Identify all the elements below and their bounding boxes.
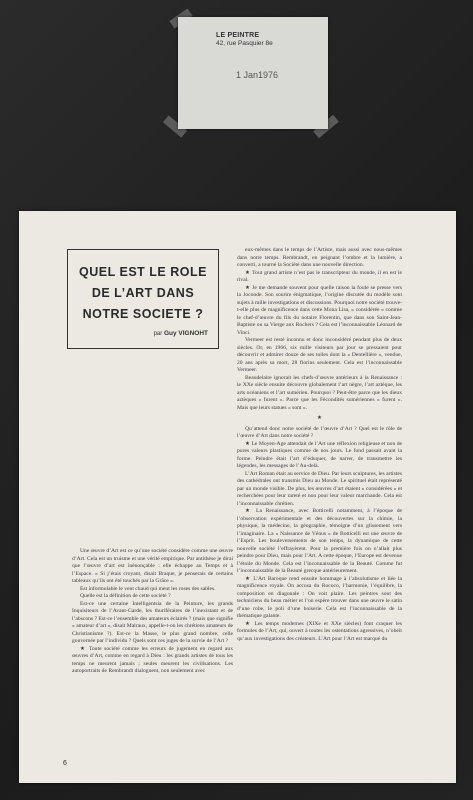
article-title bbox=[68, 262, 218, 325]
paragraph: Une œuvre d’Art est ce qu’une société considère comme une œuvre d’Art. Cela est un truisme et une vérité empirique. Par antithèse je dirai que l’œuvre d’art est inénonçable : elle échappe au Temps et à l’Espace. « Si j’étais croyant, disait Braque, je penserais de certains tableaux qu’ils ont été touchés par la Grâce ». bbox=[72, 548, 233, 584]
paragraph: ★ Les temps modernes (XIXe et XXe siècles) font craquer les formules de l’Art, qui, ouvert à toutes les ostentations agressives, n’obéit qu’aux investigations des créateurs. L’Art pour l’Art est marqué du bbox=[237, 620, 402, 642]
article-page bbox=[19, 211, 456, 783]
byline bbox=[68, 330, 208, 337]
left-column bbox=[72, 548, 233, 756]
author-name: Guy VIGNOHT bbox=[163, 330, 208, 337]
paragraph: ★ La Renaissance, avec Botticelli notamment, à l’époque de l’observation expérimentale et des découvertes sur la chimie, la physique, la médecine, la géographie, témoigne d’un glissement vers l’imaginaire. La « Naissance de Vénus » de Botticelli est une œuvre de l’Esprit. Les bouleversements de son temps, la dynamique de cette nouvelle société l’effrayèrent. Pour la première fois on n’allait plus peindre pour Dieu, mais pour l’Art. A cette époque, l’Europe est devenue l’étoile du Monde. Cela est l’inconnaissable de la Beauté. Comme fut l’inconnaissable de la Beauté grecque antérieurement. bbox=[237, 508, 402, 574]
byline-prefix: par bbox=[153, 331, 163, 337]
right-column bbox=[237, 247, 402, 777]
publication-name: LE PEINTRE bbox=[216, 32, 260, 39]
paragraph: ★ Toute société comme les erreurs de jugement en regard aux œuvres d’Art, comme en regard à Dieu : les grands artistes de tous les temps ne meurent jamais ; seules meurent les civilisations. Les autoportraits de Rembrandt dialoguent, non seulement avec bbox=[72, 645, 233, 674]
paragraph: Qu’attend donc notre société de l’œuvre d’Art ? Quel est le rôle de l’œuvre d’Art dans notre société ? bbox=[237, 425, 402, 439]
title-line-3: NOTRE SOCIETE ? bbox=[82, 307, 204, 321]
paragraph: ★ Tout grand artiste n’est pas le transcripteur du monde, il en est le rival. bbox=[237, 269, 402, 283]
paragraph: Quelle est la définition de cette société ? bbox=[80, 593, 171, 599]
paragraph: Beaudelaire ignorait les chefs-d’œuvre antérieurs à la Renaissance : le XXe siècle ensuite découvre globalement l’art nègre, l’art aztèque, les arts océaniens et l’art sumérien. Pourquoi ? Peut-être parce que les dieux aztèques « furent ». Parce que les Fécondités sumériennes « furent ». Mais que leurs statues « sont ». bbox=[237, 374, 402, 411]
paragraph: Vermeer est resté inconnu et donc inconsidéré pendant plus de deux siècles. Or, en 1966, six mille visiteurs par jour se pressaient pour découvrir et admirer douze de ses toiles dont la « Dentellière », vendue, 20 ans après sa mort, 28 florins seulement. Cela est l’inconnaissable Vermeer. bbox=[237, 337, 402, 373]
paragraph: Est-ce une certaine Intelligentsia de la Peinture, les grands Inquisiteurs de l’Avant-Garde, les thuriféraires de l’inexistant et de l’abscons ? Est-ce l’ensemble des amateurs éclairés ? (mais que signifie « amateur d’art », disait Malraux, appelle-t-on les chrétiens amateurs de Christianisme ?). Est-ce la Masse, le plus grand nombre, celle gouvernée par l’individu ? Quels sont ces juges de la survie de l’Art ? bbox=[72, 600, 233, 644]
title-line-1: QUEL EST LE ROLE bbox=[79, 265, 207, 279]
paragraph: L’Art Roman était au service de Dieu. Par leurs sculptures, les artistes des cathédrales ont transmis Dieu au Monde. Le spirituel était représenté par un monde visible. De plus, les œuvres d’art étaient « considérées » et recherchées pour leur rareté et non pour leur valeur marchande. Cela est l’inconnaissable chrétien. bbox=[237, 470, 402, 507]
clipping-date: 1 Jan1976 bbox=[236, 70, 279, 80]
page-number: 6 bbox=[63, 760, 67, 767]
publication-address: 42, rue Pasquier 8e bbox=[216, 40, 273, 47]
paragraph: ★ Le Moyen-Age attendait de l’Art une réflexion religieuse et non de pures valeurs plastiques comme de nos jours. Le fond passait avant la forme. Peindre était l’art d’éduquer, de narrer, de transmettre les légendes, les messages de l’Au-delà. bbox=[237, 440, 402, 469]
title-box bbox=[67, 249, 219, 349]
paragraph: Est informulable le vent chaud qui meut les roses des sables. bbox=[80, 585, 216, 592]
paragraph: ★ L’Art Baroque rend ensuite hommage à l’absolutisme et liée la magnificence royale. On accusa du Rococo, l’harmonie, l’équilibre, la composition en diagonale : On voit plaire. Les peintres sont des techniciens du beau métier et l’on espère trouver dans une œuvre le satin d’une robe, le poli d’une boiserie. Cela est l’inconnaissable de la thématique galante. bbox=[237, 575, 402, 619]
clipping-source-label bbox=[178, 17, 328, 129]
title-line-2: DE L’ART DANS bbox=[91, 286, 195, 300]
paragraph: eux-mêmes dans le temps de l’Artiste, mais aussi avec nous-mêmes dans notre temps. Rembrandt, en peignant l’ombre et la lumière, a converti, a tourné la Société dans une nouvelle direction. bbox=[237, 247, 402, 268]
section-star: ★ bbox=[316, 415, 322, 421]
paragraph: ★ Je me demande souvent pour quelle raison la foule se presse vers la Joconde. Son sourire énigmatique, l’origine discutée du modèle sont sujets à mille investigations et discussions. Pourquoi notre société trouve-t-elle plus de magnificence dans cette Mona Lisa, « considérée » comme le chef-d’œuvre du fils du notaire Florentin, que dans son Saint-Jean-Baptiste ou sa Vierge aux Rochers ? Cela est l’inconnaissable Léonard de Vinci. bbox=[237, 284, 402, 336]
